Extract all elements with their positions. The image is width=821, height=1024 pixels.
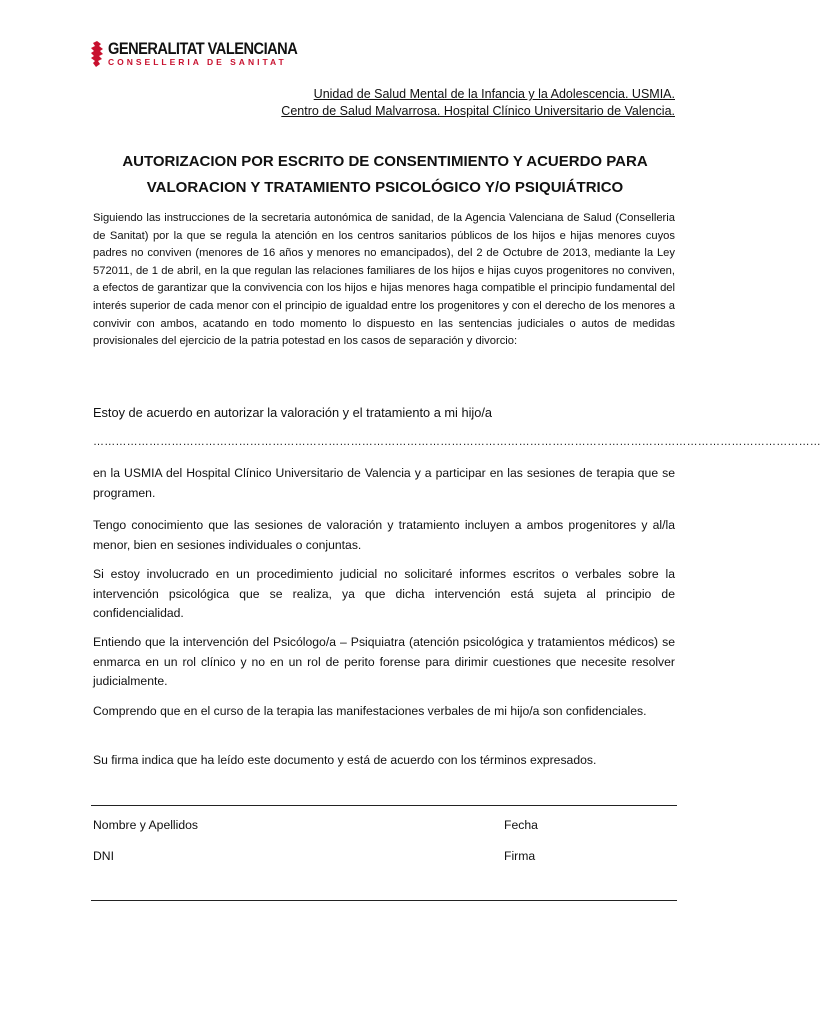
paragraph-sessions: Tengo conocimiento que las sesiones de valoración y tratamiento incluyen a ambos progenitores y al/la menor, bien en sesiones individuales o conjuntas. (93, 518, 675, 552)
paragraph-judicial: Si estoy involucrado en un procedimiento judicial no solicitaré informes escritos o verbales sobre la intervención psicológica que se realiza, ya que dicha intervención está sujeta al principio de confidencialidad. (93, 567, 675, 620)
paragraph-confidential: Comprendo que en el curso de la terapia las manifestaciones verbales de mi hijo/a son confidenciales. (93, 704, 647, 718)
signature-top-rule (91, 805, 677, 806)
intro-paragraph: Siguiendo las instrucciones de la secretaria autonómica de sanidad, de la Agencia Valenciana de Salud (Conselleria de Sanitat) por la que se regula la atención en los centros sanitarios públicos de los hijos e hijas menores cuyos padres no conviven (menores de 16 años y menores no emancipados), del 2 de Octubre de 2013, mediante la Ley 572011, de 1 de abril, en la que regulan las relaciones familiares de los hijos e hijas cuyos progenitores no conviven, a efectos de garantizar que la convivencia con los hijos e hijas menores haga compatible el principio fundamental del interés superior de cada menor con el principio de igualdad entre los progenitores y con el derecho de los menores a convivir con ambos, acatando en todo momento lo dispuesto en las sentencias judiciales o autos de medidas provisionales del ejercicio de la patria potestad en los casos de separación y divorcio: (93, 212, 675, 348)
unit-line-1: Unidad de Salud Mental de la Infancia y la Adolescencia. USMIA. (313, 87, 675, 101)
title-line-1: AUTORIZACION POR ESCRITO DE CONSENTIMIENTO Y ACUERDO PARA (122, 153, 648, 170)
name-label: Nombre y Apellidos (93, 818, 198, 832)
logo (90, 40, 328, 67)
paragraph-signature-note: Su firma indica que ha leído este documento y está de acuerdo con los términos expresados. (93, 753, 597, 767)
document-title (90, 149, 680, 201)
signature-bottom-rule (91, 900, 677, 901)
paragraph-usmia: en la USMIA del Hospital Clínico Universitario de Valencia y a participar en las sesiones de terapia que se programen. (93, 466, 675, 500)
agreement-line: Estoy de acuerdo en autorizar la valoración y el tratamiento a mi hijo/a (93, 405, 493, 420)
unit-header (281, 86, 675, 120)
dni-label: DNI (93, 849, 114, 863)
paragraph-clinical-role: Entiendo que la intervención del Psicólogo/a – Psiquiatra (atención psicológica y tratamientos médicos) se enmarca en un rol clínico y no en un rol de perito forense para dirimir cuestiones que necesite resolver judicialmente. (93, 635, 675, 688)
child-name-fill-line: …………………………………………………………………………………………………………………………………………………………………………… (93, 436, 821, 448)
title-line-2: VALORACION Y TRATAMIENTO PSICOLÓGICO Y/O PSIQUIÁTRICO (146, 179, 624, 196)
sign-label: Firma (504, 849, 536, 863)
unit-line-2: Centro de Salud Malvarrosa. Hospital Clínico Universitario de Valencia. (281, 104, 675, 118)
logo-subtitle: CONSELLERIA DE SANITAT (108, 57, 287, 67)
date-label: Fecha (504, 818, 538, 832)
logo-brand: GENERALITAT VALENCIANA (108, 39, 298, 58)
valencia-emblem-icon (90, 41, 104, 67)
